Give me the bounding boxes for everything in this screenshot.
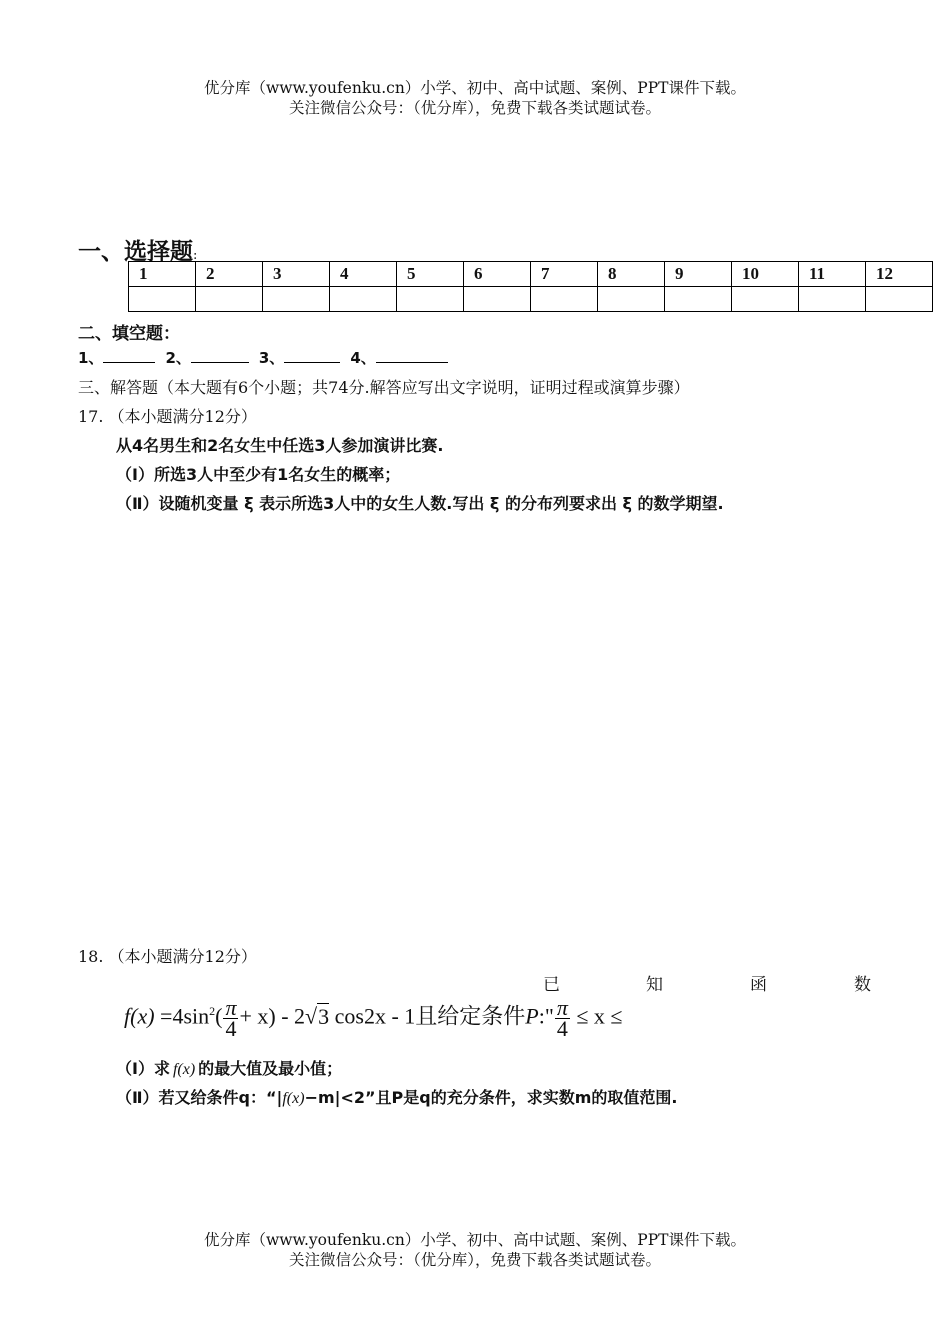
fill-blank-2[interactable] bbox=[191, 348, 249, 363]
q18-header: 18. （本小题满分12分） bbox=[78, 947, 257, 966]
frac-denominator: 4 bbox=[225, 1016, 237, 1041]
answer-col: 9 bbox=[665, 262, 732, 287]
answer-cell[interactable] bbox=[866, 287, 933, 312]
footer-line-2: 关注微信公众号：（优分库），免费下载各类试题试卷。 bbox=[288, 1251, 661, 1269]
page-footer bbox=[0, 1230, 950, 1270]
fill-blanks-row bbox=[78, 347, 458, 368]
header-line-2: 关注微信公众号：（优分库），免费下载各类试题试卷。 bbox=[288, 99, 661, 117]
section-choice-title: 一、选择题: bbox=[78, 239, 198, 265]
q18-spaced-word-1: 已 bbox=[543, 975, 560, 995]
formula-cond: :" bbox=[538, 1003, 554, 1029]
answer-cell[interactable] bbox=[196, 287, 263, 312]
answer-col: 4 bbox=[330, 262, 397, 287]
answer-cell[interactable] bbox=[263, 287, 330, 312]
formula-eq: =4sin bbox=[160, 1003, 210, 1029]
q17-stem: 从4名男生和2名女生中任选3人参加演讲比赛. bbox=[116, 436, 444, 455]
q18-part1: （Ⅰ）求 f(x) 的最大值及最小值； bbox=[116, 1059, 343, 1078]
q18-part2-fx: f(x) bbox=[282, 1090, 305, 1107]
frac-denominator: 4 bbox=[556, 1016, 568, 1041]
answer-cell[interactable] bbox=[129, 287, 196, 312]
answer-cell[interactable] bbox=[732, 287, 799, 312]
formula-frac-2 bbox=[555, 998, 570, 1039]
formula-rest: cos2x - 1且给定条件 bbox=[334, 1003, 526, 1029]
q17-header: 17. （本小题满分12分） bbox=[78, 407, 257, 426]
formula-leq: ≤ x ≤ bbox=[576, 1003, 623, 1029]
formula-root: 3 bbox=[318, 1003, 330, 1029]
answer-col: 11 bbox=[799, 262, 866, 287]
answer-col: 8 bbox=[598, 262, 665, 287]
footer-line-1: 优分库（www.youfenku.cn）小学、初中、高中试题、案例、PPT课件下载。 bbox=[203, 1231, 747, 1249]
answer-table-blank-row bbox=[129, 287, 933, 312]
formula-plus-x: + x) - 2 bbox=[239, 1003, 306, 1029]
answer-cell[interactable] bbox=[330, 287, 397, 312]
section-fill-title: 二、填空题： bbox=[78, 324, 180, 344]
answer-cell[interactable] bbox=[531, 287, 598, 312]
answer-col: 7 bbox=[531, 262, 598, 287]
fill-blank-4[interactable] bbox=[376, 348, 448, 363]
q18-spaced-word-4: 数 bbox=[854, 975, 871, 995]
header-line-1: 优分库（www.youfenku.cn）小学、初中、高中试题、案例、PPT课件下载。 bbox=[203, 79, 747, 97]
answer-cell[interactable] bbox=[397, 287, 464, 312]
q18-formula bbox=[124, 998, 950, 1050]
frac-numerator: π bbox=[225, 998, 237, 1020]
answer-col: 5 bbox=[397, 262, 464, 287]
formula-sup: 2 bbox=[209, 1004, 216, 1019]
q17-part1: （Ⅰ）所选3人中至少有1名女生的概率； bbox=[116, 465, 401, 484]
answer-col: 10 bbox=[732, 262, 799, 287]
fill-label-2: 2、 bbox=[165, 349, 191, 367]
q18-part2: （Ⅱ）若又给条件q：“|f(x)−m|<2”且P是q的充分条件，求实数m的取值范围. bbox=[116, 1088, 678, 1107]
answer-cell[interactable] bbox=[598, 287, 665, 312]
sqrt-icon: √ bbox=[305, 1003, 318, 1029]
answer-col: 3 bbox=[263, 262, 330, 287]
fill-blank-3[interactable] bbox=[284, 348, 340, 363]
formula-frac-1 bbox=[223, 998, 238, 1039]
answer-table bbox=[128, 261, 933, 312]
fill-label-1: 1、 bbox=[78, 349, 104, 367]
section-solve-title: 三、解答题（本大题有6个小题；共74分.解答应写出文字说明，证明过程或演算步骤） bbox=[78, 378, 690, 397]
q18-spaced-word-2: 知 bbox=[646, 975, 663, 995]
answer-col: 12 bbox=[866, 262, 933, 287]
formula-p: P bbox=[525, 1003, 539, 1029]
q18-part1-fx: f(x) bbox=[172, 1061, 196, 1078]
q17-part2: （Ⅱ）设随机变量 ξ 表示所选3人中的女生人数.写出 ξ 的分布列要求出 ξ 的数学期望. bbox=[116, 494, 724, 513]
answer-col: 1 bbox=[129, 262, 196, 287]
answer-table-header-row bbox=[129, 262, 933, 287]
fill-label-4: 4、 bbox=[350, 349, 376, 367]
fill-blank-1[interactable] bbox=[103, 348, 155, 363]
answer-cell[interactable] bbox=[464, 287, 531, 312]
fill-label-3: 3、 bbox=[258, 349, 285, 367]
frac-numerator: π bbox=[556, 998, 568, 1020]
page-header bbox=[0, 78, 950, 118]
q18-spaced-word-3: 函 bbox=[750, 975, 767, 995]
formula-lhs: f(x) bbox=[124, 1003, 155, 1029]
answer-col: 2 bbox=[196, 262, 263, 287]
formula-open: ( bbox=[215, 1003, 223, 1029]
answer-cell[interactable] bbox=[665, 287, 732, 312]
answer-cell[interactable] bbox=[799, 287, 866, 312]
answer-col: 6 bbox=[464, 262, 531, 287]
